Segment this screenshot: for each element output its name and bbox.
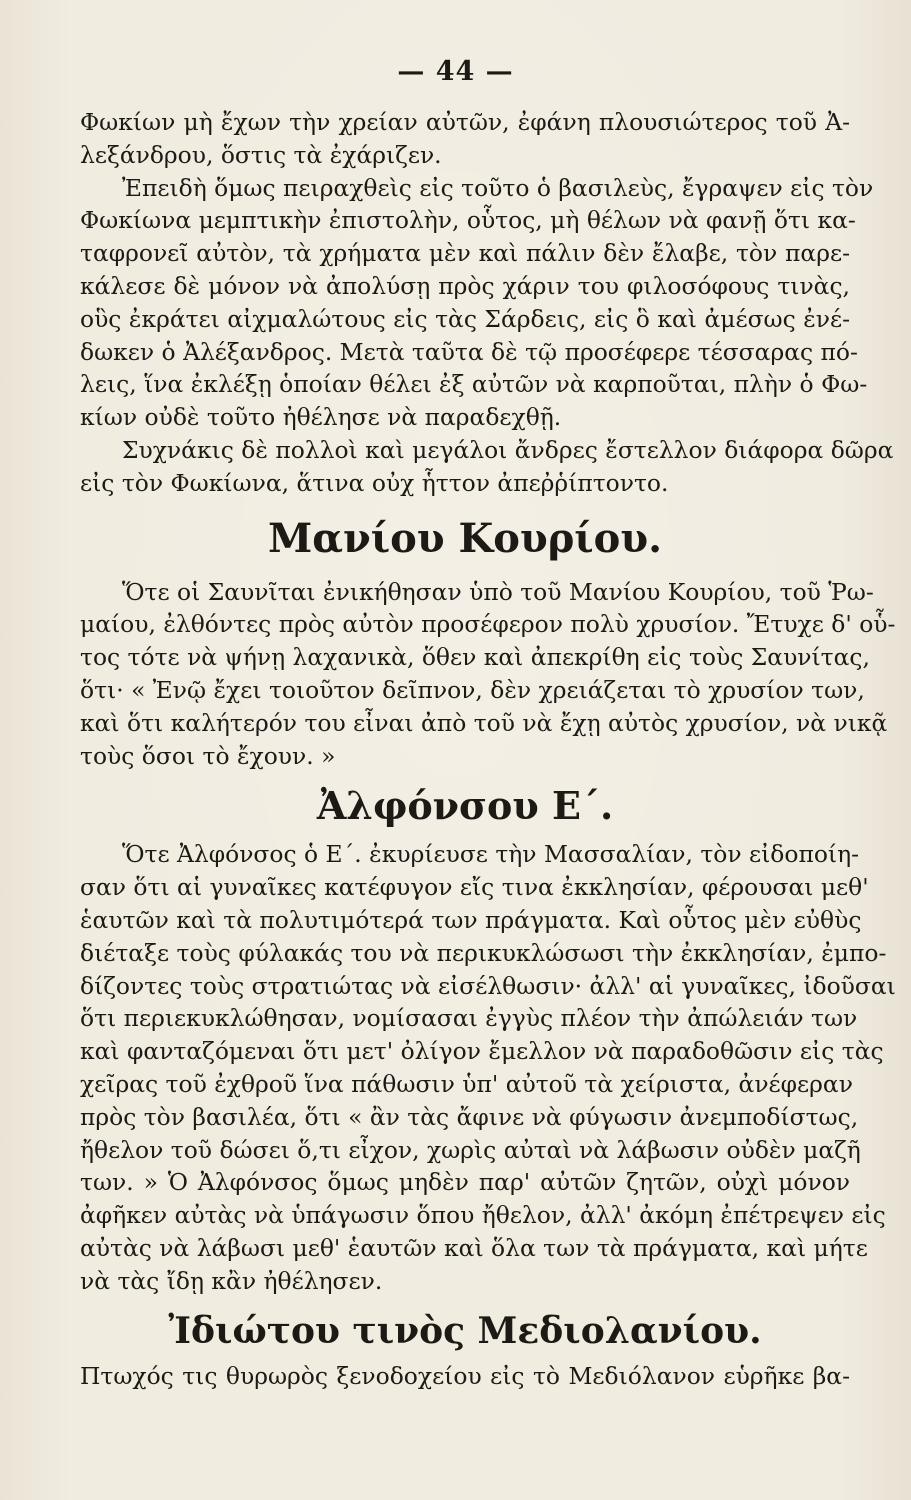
text-line: Συχνάκις δὲ πολλοὶ καὶ μεγάλοι ἄνδρες ἔστελλον διάφορα δῶρα bbox=[122, 435, 894, 464]
text-line: Πτωχός τις θυρωρὸς ξενοδοχείου εἰς τὸ Μεδιόλανον εὑρῆκε βα- bbox=[80, 1361, 850, 1390]
text-line: καὶ φανταζόμεναι ὅτι μετ' ὀλίγον ἔμελλον νὰ παραδοθῶσιν εἰς τὰς bbox=[80, 1037, 884, 1066]
text-line: τοὺς ὅσοι τὸ ἔχουν. » bbox=[80, 741, 336, 770]
text-line: ἤθελον τοῦ δώσει ὅ,τι εἶχον, χωρὶς αὐταὶ νὰ λάβωσιν οὐδὲν μαζῆ bbox=[80, 1135, 861, 1164]
page-body bbox=[80, 106, 896, 1392]
section-alfonso bbox=[80, 783, 896, 1297]
section-phokion bbox=[80, 106, 894, 500]
text-line: ἑαυτῶν καὶ τὰ πολυτιμότερά των πράγματα. Καὶ οὗτος μὲν εὐθὺς bbox=[80, 905, 862, 934]
section-heading: Ἀλφόνσου Ε΄. bbox=[316, 783, 614, 829]
text-line: ὅτι· « Ἐνῷ ἔχει τοιοῦτον δεῖπνον, δὲν χρειάζεται τὸ χρυσίον των, bbox=[80, 675, 865, 704]
text-line: Ὅτε οἱ Σαυνῖται ἐνικήθησαν ὑπὸ τοῦ Μανίου Κουρίου, τοῦ Ῥω- bbox=[122, 577, 874, 606]
text-line: διέταξε τοὺς φύλακάς του νὰ περικυκλώσωσι τὴν ἐκκλησίαν, ἐμπο- bbox=[80, 938, 887, 967]
page-number: — 44 — bbox=[397, 56, 514, 87]
text-line: σαν ὅτι αἱ γυναῖκες κατέφυγον εἴς τινα ἐκκλησίαν, φέρουσαι μεθ' bbox=[80, 873, 869, 902]
text-line: δίζοντες τοὺς στρατιώτας νὰ εἰσέλθωσιν· ἀλλ' αἱ γυναῖκες, ἰδοῦσαι bbox=[80, 971, 896, 1000]
text-line: νὰ τὰς ἴδῃ κἂν ἠθέλησεν. bbox=[80, 1266, 383, 1295]
text-line: ἀφῆκεν αὐτὰς νὰ ὑπάγωσιν ὅπου ἤθελον, ἀλλ' ἀκόμη ἐπέτρεψεν εἰς bbox=[80, 1201, 886, 1230]
text-line: Φωκίωνα μεμπτικὴν ἐπιστολὴν, οὗτος, μὴ θέλων νὰ φανῇ ὅτι κα- bbox=[80, 206, 856, 235]
text-line: εἰς τὸν Φωκίωνα, ἅτινα οὐχ ἧττον ἀπεῤῥίπτοντο. bbox=[80, 468, 669, 497]
text-line: λεις, ἵνα ἐκλέξῃ ὁποίαν θέλει ἐξ αὐτῶν νὰ καρποῦται, πλὴν ὁ Φω- bbox=[80, 370, 868, 399]
text-line: ταφρονεῖ αὐτὸν, τὰ χρήματα μὲν καὶ πάλιν δὲν ἔλαβε, τὸν παρε- bbox=[80, 239, 850, 268]
text-line: μαίου, ἐλθόντες πρὸς αὐτὸν προσέφερον πολὺ χρυσίον. Ἔτυχε δ' οὗ- bbox=[80, 610, 896, 639]
text-line: οὓς ἐκράτει αἰχμαλώτους εἰς τὰς Σάρδεις, εἰς ὃ καὶ ἀμέσως ἐνέ- bbox=[80, 304, 850, 333]
text-line: Φωκίων μὴ ἔχων τὴν χρείαν αὐτῶν, ἐφάνη πλουσιώτερος τοῦ Ἀ- bbox=[80, 108, 850, 136]
text-line: ὅτι περιεκυκλώθησαν, νομίσασαι ἐγγὺς πλέον τὴν ἀπώλειάν των bbox=[80, 1004, 858, 1033]
text-line: καὶ ὅτι καλήτερόν του εἶναι ἀπὸ τοῦ νὰ ἔχῃ αὐτὸς χρυσίον, νὰ νικᾷ bbox=[80, 708, 888, 737]
text-line: Ὅτε Ἀλφόνσος ὁ Ε΄. ἐκυρίευσε τὴν Μασσαλίαν, τὸν εἰδοποίη- bbox=[122, 840, 859, 869]
text-line: λεξάνδρου, ὅστις τὰ ἐχάριζεν. bbox=[80, 140, 442, 169]
section-milan-citizen bbox=[80, 1310, 850, 1393]
text-line: πρὸς τὸν βασιλέα, ὅτι « ἂν τὰς ἄφινε νὰ φύγωσιν ἀνεμποδίστως, bbox=[80, 1102, 859, 1131]
text-line: χεῖρας τοῦ ἐχθροῦ ἵνα πάθωσιν ὑπ' αὐτοῦ τὰ χείριστα, ἀνέφεραν bbox=[80, 1069, 853, 1098]
text-line: κίων οὐδὲ τοῦτο ἠθέλησε νὰ παραδεχθῇ. bbox=[80, 403, 562, 432]
text-line: Ἐπειδὴ ὅμως πειραχθεὶς εἰς τοῦτο ὁ βασιλεὺς, ἔγραψεν εἰς τὸν bbox=[122, 173, 874, 202]
text-line: των. » Ὁ Ἀλφόνσος ὅμως μηδὲν παρ' αὐτῶν ζητῶν, οὐχὶ μόνον bbox=[80, 1168, 850, 1197]
section-heading: Μανίου Κουρίου. bbox=[267, 514, 663, 562]
text-line: κάλεσε δὲ μόνον νὰ ἀπολύσῃ πρὸς χάριν του φιλοσόφους τινὰς, bbox=[80, 271, 850, 300]
section-heading: Ἰδιώτου τινὸς Μεδιολανίου. bbox=[168, 1309, 762, 1352]
section-manius-curius bbox=[80, 514, 896, 773]
text-line: αὐτὰς νὰ λάβωσι μεθ' ἑαυτῶν καὶ ὅλα των τὰ πράγματα, καὶ μήτε bbox=[80, 1233, 868, 1262]
text-line: τος τότε νὰ ψήνῃ λαχανικὰ, ὅθεν καὶ ἀπεκρίθη εἰς τοὺς Σαυνίτας, bbox=[80, 643, 870, 672]
text-line: δωκεν ὁ Ἀλέξανδρος. Μετὰ ταῦτα δὲ τῷ προσέφερε τέσσαρας πό- bbox=[80, 337, 858, 366]
